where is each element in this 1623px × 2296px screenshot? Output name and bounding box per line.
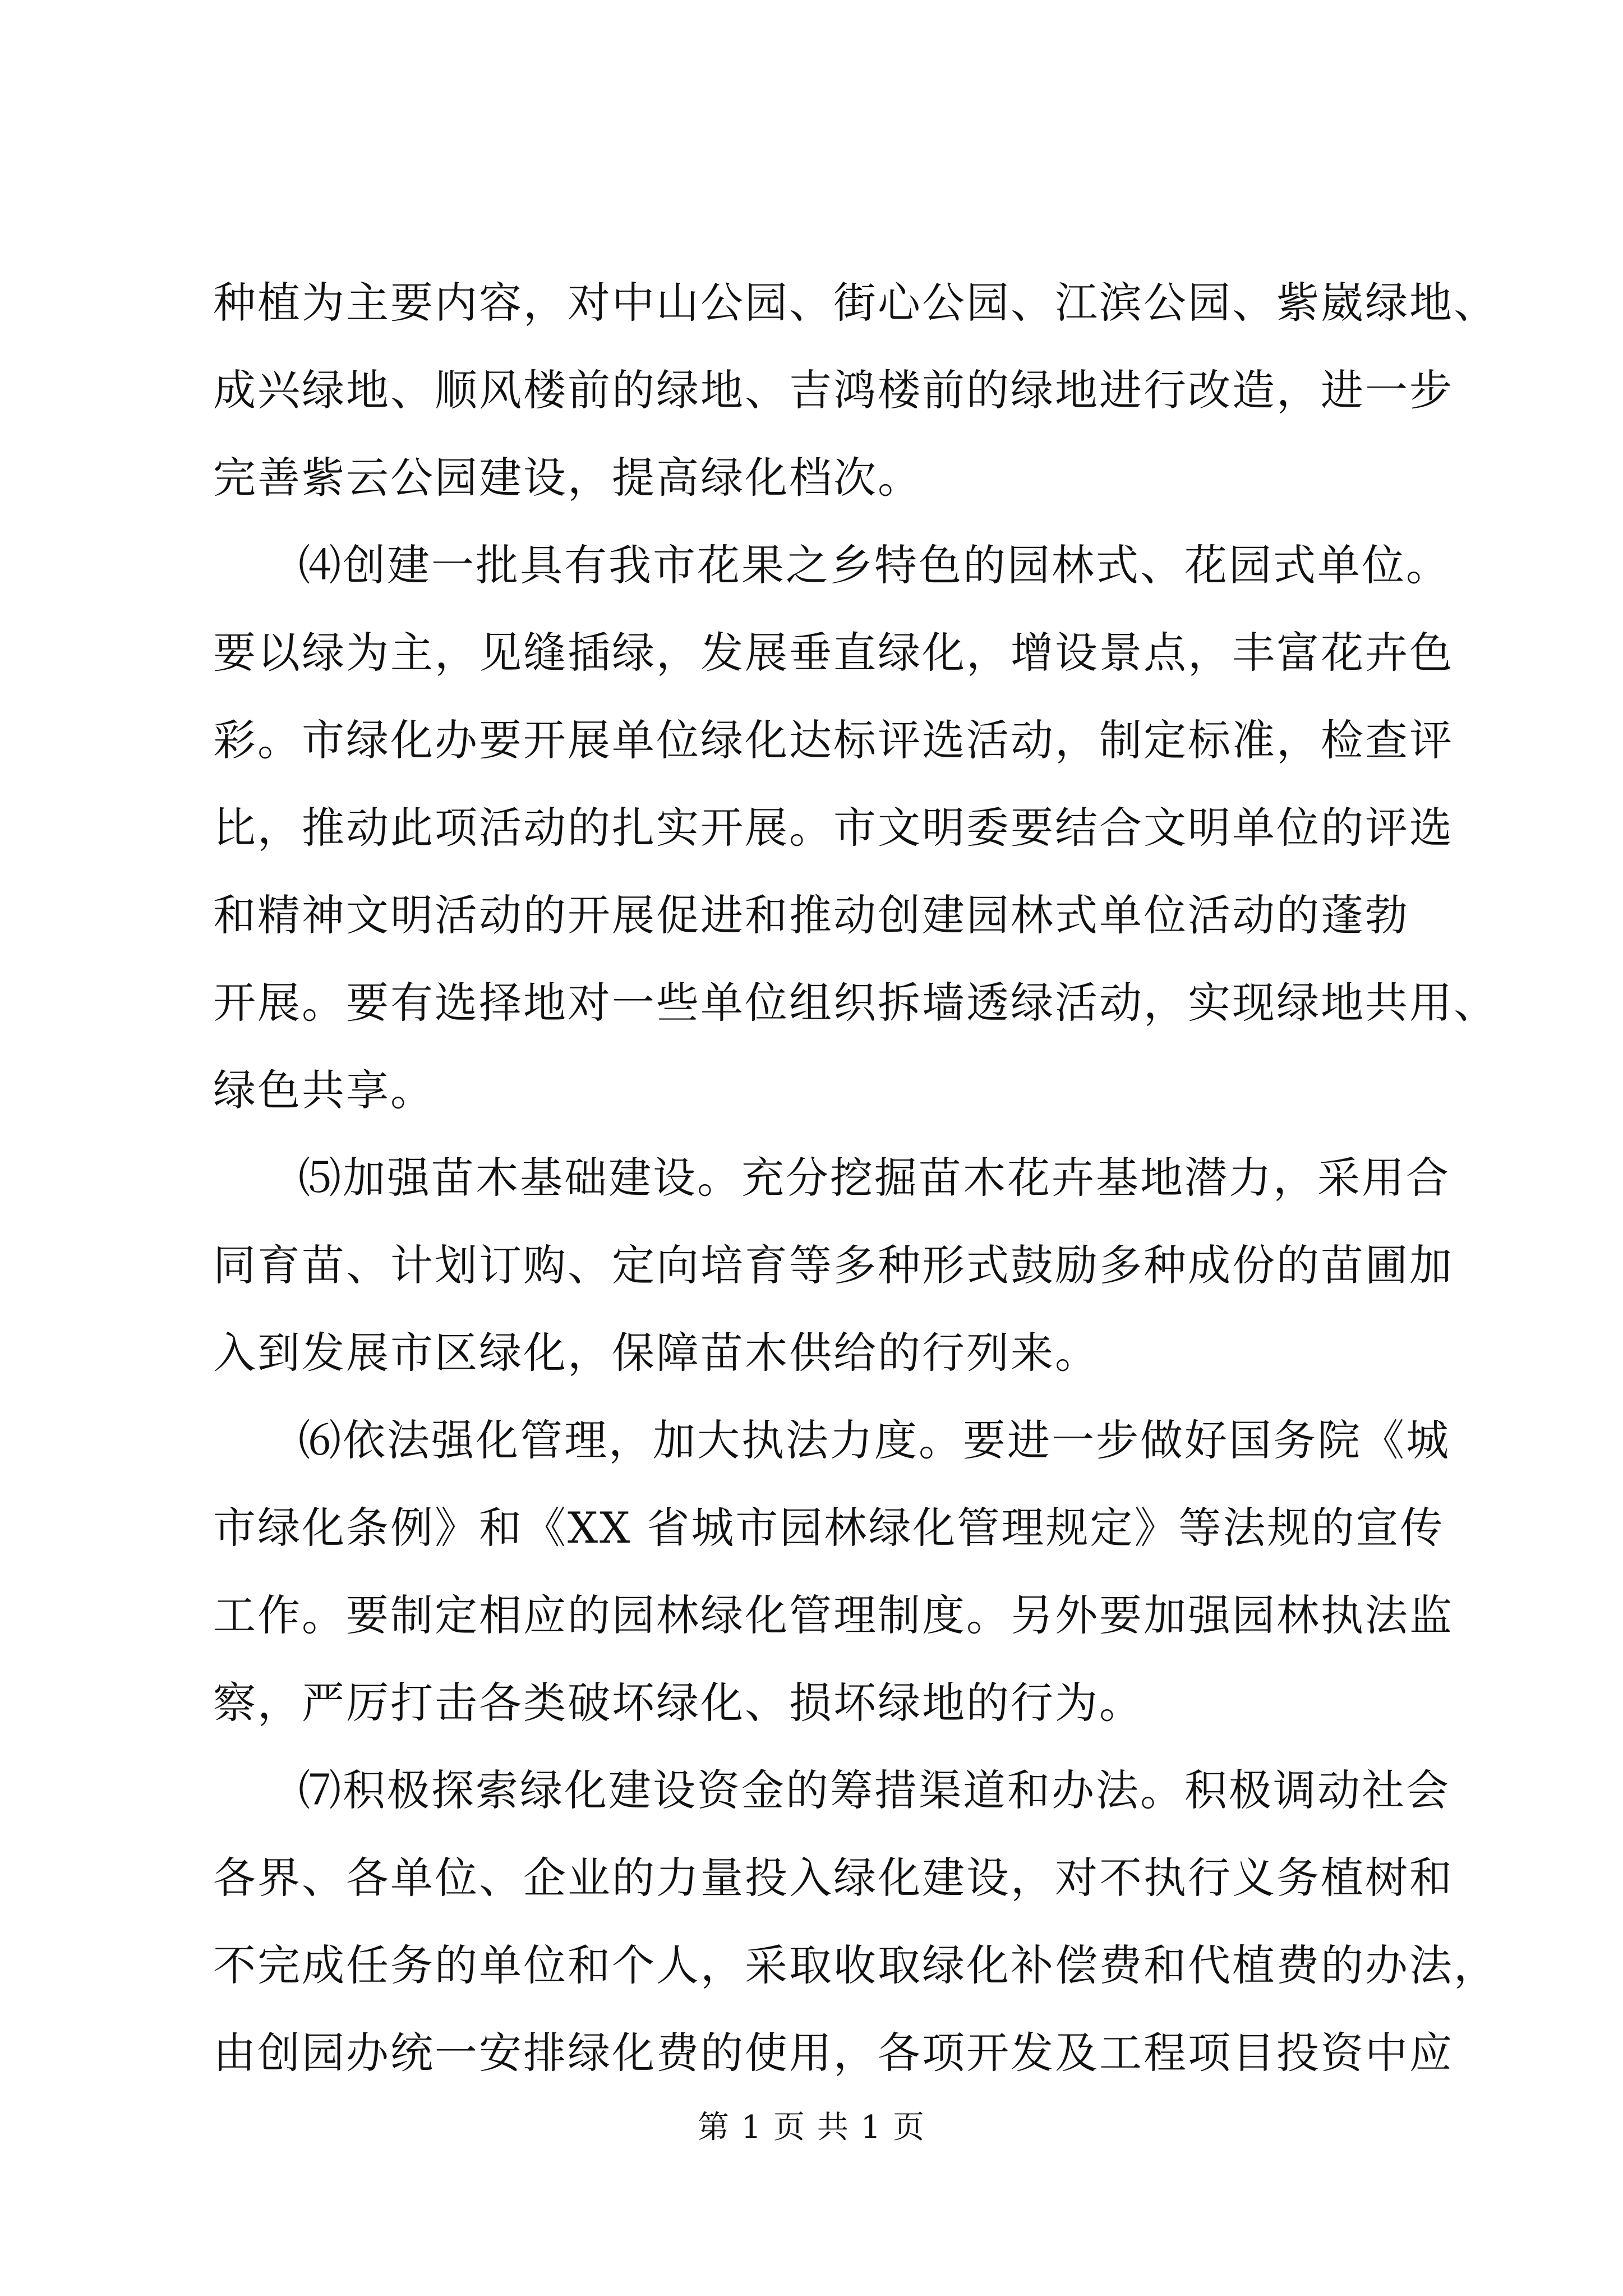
paragraph-4-first-line: ⑷创建一批具有我市花果之乡特色的园林式、花园式单位。 [298, 540, 1450, 590]
text-line: 种植为主要内容，对中山公园、街心公园、江滨公园、紫崴绿地、 [213, 278, 1498, 328]
paragraph-6-first-line: ⑹依法强化管理，加大执法力度。要进一步做好国务院《城 [298, 1415, 1450, 1465]
text-line: 完善紫云公园建设，提高绿化档次。 [213, 453, 922, 503]
text-line: 要以绿为主，见缝插绿，发展垂直绿化，增设景点，丰富花卉色 [213, 628, 1454, 678]
text-line: 和精神文明活动的开展促进和推动创建园林式单位活动的蓬勃 [213, 890, 1409, 940]
text-line: 不完成任务的单位和个人，采取收取绿化补偿费和代植费的办法， [213, 1940, 1498, 1990]
text-line: 工作。要制定相应的园林绿化管理制度。另外要加强园林执法监 [213, 1590, 1454, 1640]
page-footer: 第 1 页 共 1 页 [697, 2109, 926, 2146]
text-line: 入到发展市区绿化，保障苗木供给的行列来。 [213, 1328, 1099, 1378]
text-line: 成兴绿地、顺风楼前的绿地、吉鸿楼前的绿地进行改造，进一步 [213, 365, 1454, 415]
text-line: 同育苗、计划订购、定向培育等多种形式鼓励多种成份的苗圃加 [213, 1240, 1454, 1290]
text-line: 市绿化条例》和《XX 省城市园林绿化管理规定》等法规的宣传 [213, 1503, 1445, 1553]
document-body [213, 259, 1498, 2097]
text-line: 绿色共享。 [213, 1065, 435, 1115]
text-line: 由创园办统一安排绿化费的使用，各项开发及工程项目投资中应 [213, 2028, 1454, 2078]
text-line: 彩。市绿化办要开展单位绿化达标评选活动，制定标准，检查评 [213, 715, 1454, 765]
text-line: 比，推动此项活动的扎实开展。市文明委要结合文明单位的评选 [213, 803, 1454, 853]
text-line: 各界、各单位、企业的力量投入绿化建设，对不执行义务植树和 [213, 1853, 1454, 1903]
text-line: 察，严厉打击各类破坏绿化、损坏绿地的行为。 [213, 1678, 1144, 1728]
paragraph-7-first-line: ⑺积极探索绿化建设资金的筹措渠道和办法。积极调动社会 [298, 1765, 1450, 1815]
text-line: 开展。要有选择地对一些单位组织拆墙透绿活动，实现绿地共用、 [213, 978, 1498, 1028]
paragraph-5-first-line: ⑸加强苗木基础建设。充分挖掘苗木花卉基地潜力，采用合 [298, 1153, 1450, 1203]
